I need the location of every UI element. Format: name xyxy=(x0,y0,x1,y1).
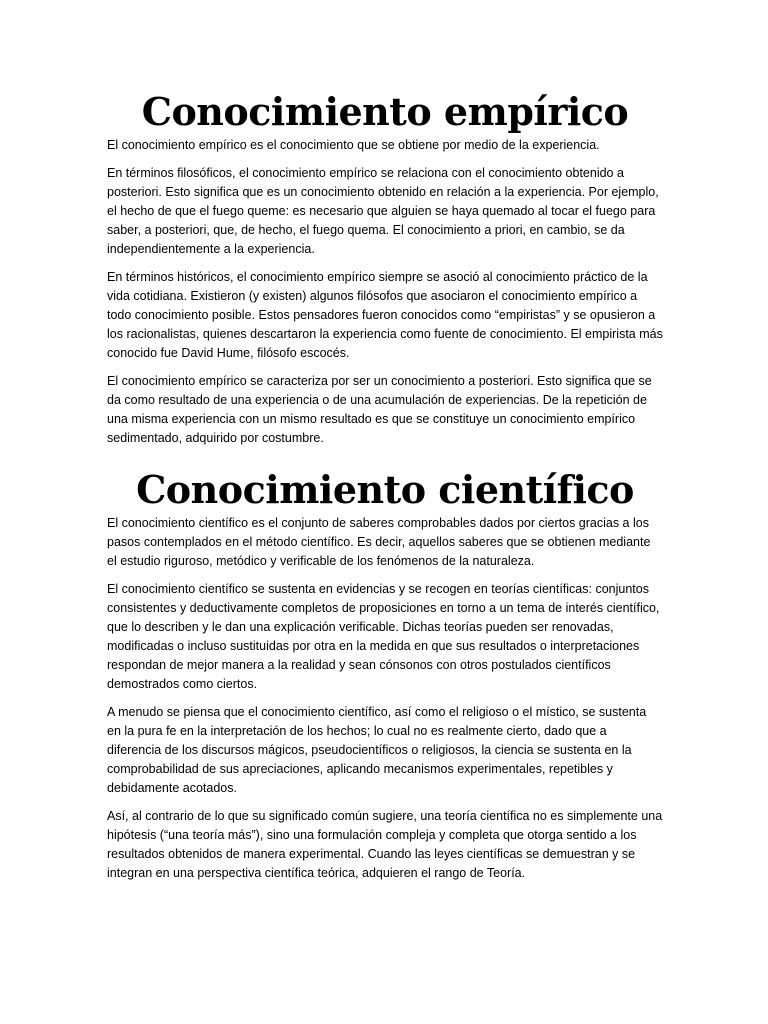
section-heading-cientifico: Conocimiento científico xyxy=(136,467,634,512)
paragraph: Así, al contrario de lo que su significado común sugiere, una teoría científica no es simplemente una hipótesis (“una teoría más”), sino una formulación compleja y completa que otorga sentido a los resultados obtenidos de manera experimental. Cuando las leyes científicas se demuestran y se integran en una perspectiva científica teórica, adquieren el rango de Teoría. xyxy=(107,809,663,880)
paragraph: El conocimiento empírico se caracteriza por ser un conocimiento a posteriori. Esto significa que se da como resultado de una experiencia o de una acumulación de experiencias. De la repetición de una misma experiencia con un mismo resultado es que se constituye un conocimiento empírico sedimentado, adquirido por costumbre. xyxy=(107,374,652,445)
paragraph: El conocimiento empírico es el conocimiento que se obtiene por medio de la experiencia. xyxy=(107,138,600,152)
paragraph: A menudo se piensa que el conocimiento científico, así como el religioso o el místico, se sustenta en la pura fe en la interpretación de los hechos; lo cual no es realmente cierto, dado que a diferencia de los discursos mágicos, pseudocientíficos o religiosos, la ciencia se sustenta en la comprobabilidad de sus apreciaciones, aplicando mecanismos experimentales, repetibles y debidamente acotados. xyxy=(107,705,647,795)
paragraph: El conocimiento científico es el conjunto de saberes comprobables dados por ciertos gracias a los pasos contemplados en el método científico. Es decir, aquellos saberes que se obtienen mediante el estudio riguroso, metódico y verificable de los fenómenos de la naturaleza. xyxy=(107,516,651,568)
section-heading-empirico: Conocimiento empírico xyxy=(141,89,629,134)
document-content xyxy=(107,88,663,892)
paragraph: En términos históricos, el conocimiento empírico siempre se asoció al conocimiento práctico de la vida cotidiana. Existieron (y existen) algunos filósofos que asociaron el conocimiento empírico a todo conocimiento posible. Estos pensadores fueron conocidos como “empiristas” y se opusieron a los racionalistas, quienes descartaron la experiencia como fuente de conocimiento. El empirista más conocido fue David Hume, filósofo escocés. xyxy=(107,270,663,360)
paragraph: En términos filosóficos, el conocimiento empírico se relaciona con el conocimiento obtenido a posteriori. Esto significa que es un conocimiento obtenido en relación a la experiencia. Por ejemplo, el hecho de que el fuego queme: es necesario que alguien se haya quemado al tocar el fuego para saber, a posteriori, que, de hecho, el fuego quema. El conocimiento a priori, en cambio, se da independientemente a la experiencia. xyxy=(107,166,659,256)
paragraph: El conocimiento científico se sustenta en evidencias y se recogen en teorías científicas: conjuntos consistentes y deductivamente completos de proposiciones en torno a un tema de interés científico, que lo describen y le dan una explicación verificable. Dichas teorías pueden ser renovadas, modificadas o incluso sustituidas por otra en la medida en que sus resultados o interpretaciones respondan de mejor manera a la realidad y sean cónsonos con otros postulados científicos demostrados como ciertos. xyxy=(107,582,660,691)
